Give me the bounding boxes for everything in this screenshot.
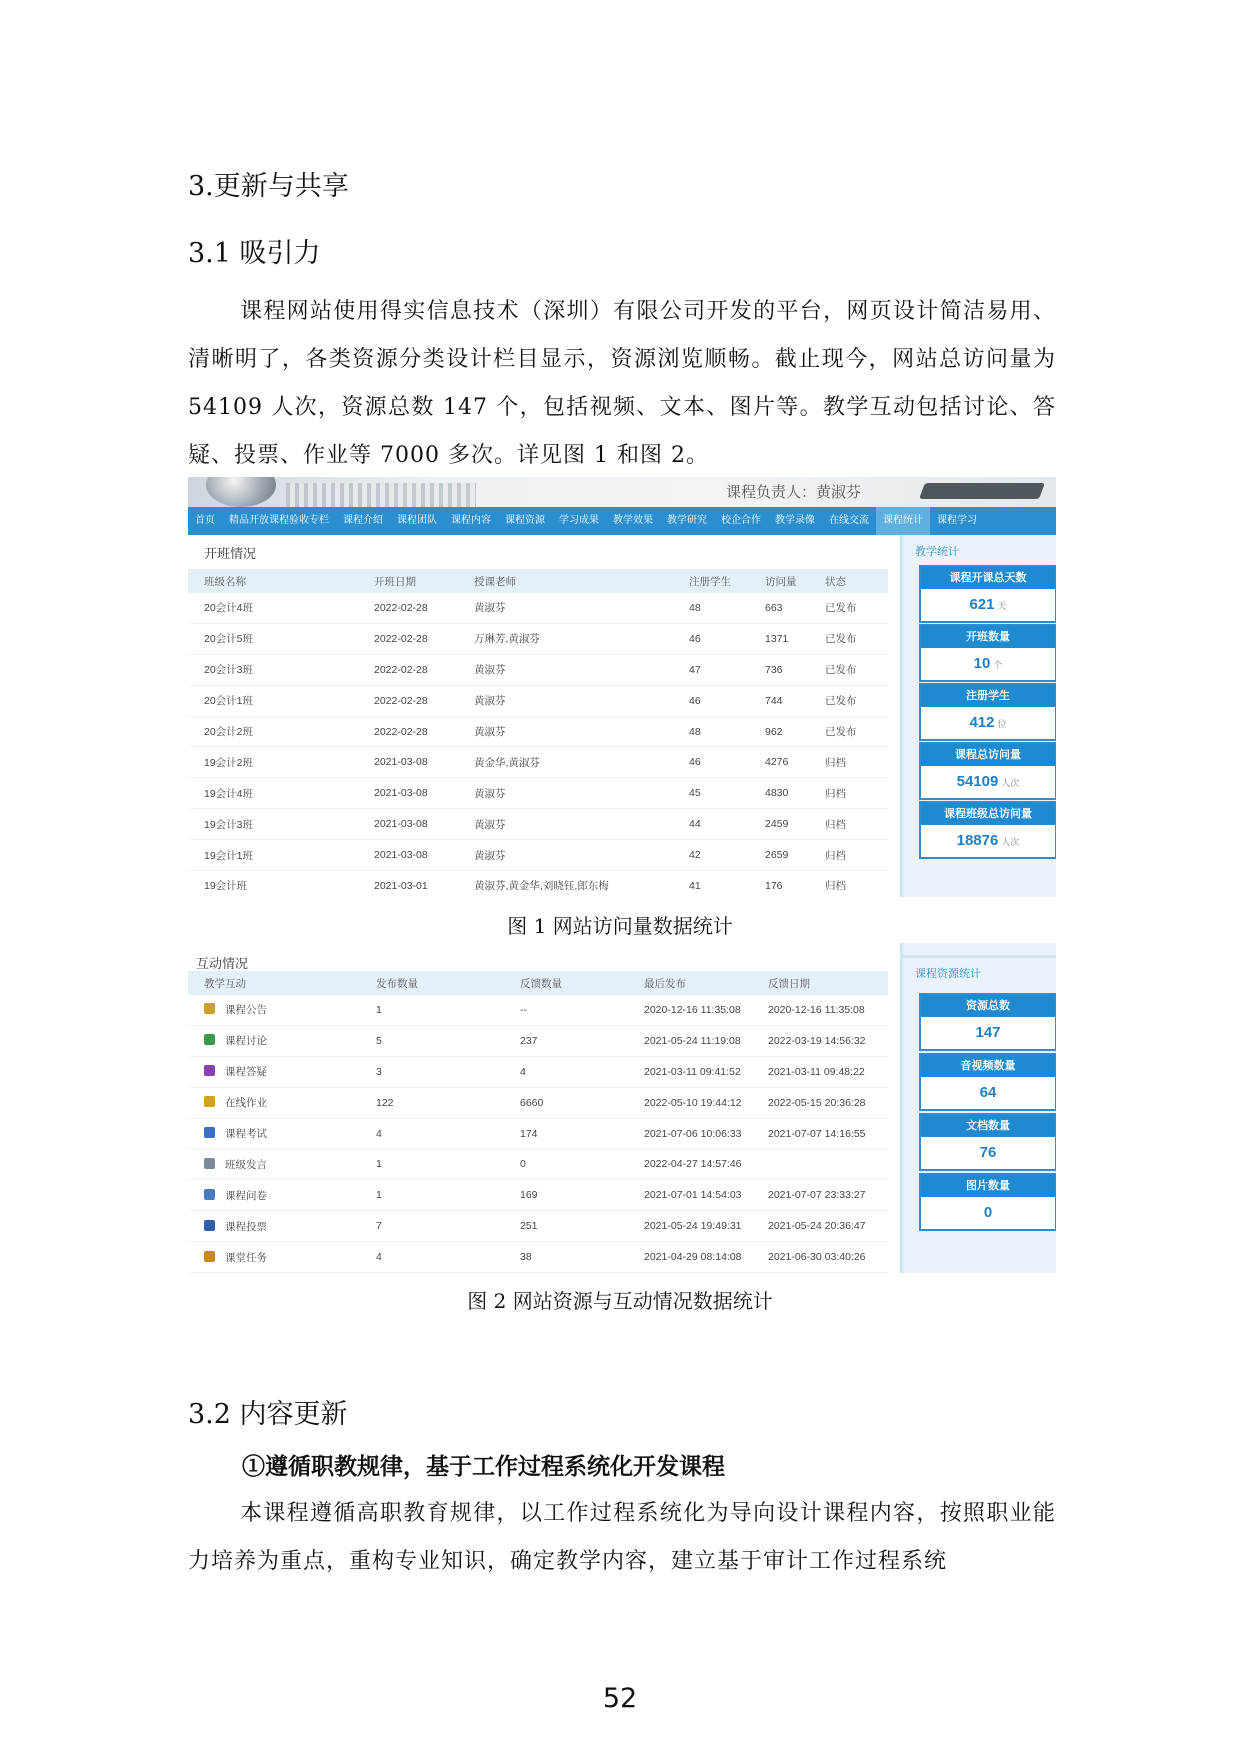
cell-text: 2020-12-16 11:35:08 <box>768 1003 865 1016</box>
cell-text: 169 <box>520 1189 538 1202</box>
table-cell <box>188 1118 360 1149</box>
cell-text: 课程答疑 <box>225 1066 267 1079</box>
table-cell <box>188 1242 360 1273</box>
table-cell: 20会计4班 <box>188 593 358 623</box>
table-cell: 已发布 <box>809 685 888 716</box>
teaching-stats-sidebar <box>900 535 1056 897</box>
nav-item[interactable]: 课程内容 <box>451 515 491 526</box>
table-cell <box>752 1242 888 1273</box>
cell-text: 2022-03-19 14:56:32 <box>768 1034 866 1047</box>
table-row <box>188 871 888 897</box>
table-row <box>188 593 888 623</box>
table-cell <box>628 1056 752 1087</box>
table-cell <box>628 995 752 1025</box>
sidebar-title: 课程资源统计 <box>915 968 981 980</box>
cell-text: 2021-03-11 09:48:22 <box>768 1065 865 1078</box>
table-row <box>188 1242 888 1273</box>
stat-label: 注册学生 <box>921 685 1055 707</box>
table-cell: 663 <box>749 593 809 623</box>
table-header-row <box>188 971 888 995</box>
intro-paragraph <box>188 288 1056 480</box>
figure-1-caption: 图 1 网站访问量数据统计 <box>507 914 733 938</box>
table-cell <box>752 1118 888 1149</box>
stat-value: 147 <box>975 1024 1001 1041</box>
speech-icon <box>204 1158 215 1169</box>
table-cell: 2021-03-01 <box>358 871 458 897</box>
stat-card <box>919 801 1056 859</box>
table-cell <box>188 995 360 1025</box>
table-cell: 962 <box>749 716 809 747</box>
table-row <box>188 1087 888 1118</box>
cell-text: 251 <box>520 1220 538 1233</box>
cell-text: 2021-05-24 19:49:31 <box>644 1220 742 1233</box>
cell-text: 174 <box>520 1127 538 1140</box>
table-cell <box>188 1149 360 1180</box>
table-cell: 176 <box>749 871 809 897</box>
table-cell: 4830 <box>749 778 809 809</box>
nav-item[interactable]: 课程学习 <box>937 515 977 526</box>
cell-text: 课堂任务 <box>225 1251 267 1264</box>
nav-item[interactable]: 教学效果 <box>613 515 653 526</box>
table-cell <box>360 1180 504 1211</box>
table-cell: 黄淑芬,黄金华,刘晓钰,郎东梅 <box>458 871 673 897</box>
cell-text: 1 <box>376 1158 382 1171</box>
site-banner <box>188 477 1056 507</box>
cell-text: 2021-07-06 10:06:33 <box>644 1127 742 1140</box>
cell-text: 2021-04-29 08:14:08 <box>644 1251 742 1264</box>
table-cell: 2659 <box>749 840 809 871</box>
table-cell: 已发布 <box>809 623 888 654</box>
class-table <box>188 569 888 897</box>
cell-text: 课程问卷 <box>225 1189 267 1202</box>
stat-unit: 个 <box>993 660 1003 670</box>
stat-number: 621 <box>969 596 995 613</box>
cell-text: 38 <box>520 1251 532 1264</box>
table-row <box>188 1180 888 1211</box>
table-cell: 744 <box>749 685 809 716</box>
figure-1-screenshot <box>188 477 1056 897</box>
table-cell: 2021-03-08 <box>358 840 458 871</box>
table-cell <box>628 1242 752 1273</box>
table-cell: 44 <box>673 809 749 840</box>
nav-item[interactable]: 精品开放课程验收专栏 <box>229 515 329 526</box>
table-row <box>188 716 888 747</box>
table-cell: 2459 <box>749 809 809 840</box>
table-cell <box>188 1211 360 1242</box>
figure-2-screenshot <box>188 943 1056 1273</box>
table-cell <box>752 1211 888 1242</box>
subsection-heading-attraction: 3.1 吸引力 <box>188 238 321 269</box>
stat-value <box>921 707 1055 739</box>
cell-text: 课程考试 <box>225 1128 267 1140</box>
task-icon <box>204 1251 215 1262</box>
resource-stats-sidebar <box>900 943 1056 1273</box>
cell-text: 课程公告 <box>225 1004 267 1017</box>
table-cell <box>504 1056 628 1087</box>
stat-card <box>919 742 1056 800</box>
table-cell: 黄淑芬 <box>458 716 673 747</box>
column-header: 注册学生 <box>673 569 749 593</box>
stat-label: 音视频数量 <box>921 1055 1055 1077</box>
table-cell <box>628 1149 752 1180</box>
stat-label: 课程班级总访问量 <box>921 803 1055 825</box>
table-cell <box>360 1149 504 1180</box>
table-cell <box>504 1242 628 1273</box>
table-cell: 46 <box>673 685 749 716</box>
cell-text: 2020-12-16 11:35:08 <box>644 1003 741 1016</box>
globe-image <box>206 477 276 507</box>
vote-icon <box>204 1220 215 1231</box>
cell-text: 5 <box>376 1034 382 1047</box>
subsubsection-heading: ①遵循职教规律，基于工作过程系统化开发课程 <box>242 1453 725 1480</box>
table-cell <box>752 1087 888 1118</box>
stat-label: 文档数量 <box>921 1115 1055 1137</box>
stat-unit: 人次 <box>1001 778 1020 788</box>
stat-value <box>921 648 1055 680</box>
cell-text: 2021-06-30 03:40:26 <box>768 1251 866 1264</box>
table-cell <box>188 1180 360 1211</box>
table-cell <box>504 1211 628 1242</box>
nav-item[interactable]: 课程介绍 <box>343 515 383 526</box>
cell-text: 7 <box>376 1220 382 1233</box>
cell-text: 4 <box>376 1127 382 1140</box>
cell-text: 在线作业 <box>225 1097 267 1110</box>
table-cell: 46 <box>673 623 749 654</box>
table-cell: 1371 <box>749 623 809 654</box>
table-cell: 已发布 <box>809 654 888 685</box>
stat-card <box>919 624 1056 682</box>
table-cell: 736 <box>749 654 809 685</box>
table-header-row <box>188 569 888 593</box>
table-cell: 2022-02-28 <box>358 685 458 716</box>
table-row <box>188 1149 888 1180</box>
table-cell: 黄淑芬 <box>458 809 673 840</box>
table-cell <box>504 1087 628 1118</box>
table-cell <box>360 1087 504 1118</box>
table-cell <box>188 1087 360 1118</box>
stat-value: 64 <box>979 1084 997 1101</box>
interaction-table <box>188 971 888 1273</box>
stat-unit: 天 <box>997 601 1007 611</box>
table-cell: 19会计1班 <box>188 840 358 871</box>
table-row <box>188 995 888 1025</box>
table-cell <box>188 1056 360 1087</box>
table-cell: 归档 <box>809 747 888 778</box>
nav-item[interactable]: 在线交流 <box>829 515 869 526</box>
paragraph-text: 课程网站使用得实信息技术（深圳）有限公司开发的平台，网页设计简洁易用、清晰明了，各类资源分类设计栏目显示，资源浏览顺畅。截止现今，网站总访问量为 54109 人次，资源总数 147 个，包括视频、文本、图片等。教学互动包括讨论、答疑、投票、作业等 7000 多次。详见图 1 和图 2。 <box>188 299 1056 468</box>
stat-card <box>919 1173 1056 1231</box>
table-row <box>188 623 888 654</box>
exam-icon <box>204 1127 215 1138</box>
questionnaire-icon <box>204 1189 215 1200</box>
table-cell: 19会计2班 <box>188 747 358 778</box>
table-cell <box>752 995 888 1025</box>
cell-text: 2021-03-11 09:41:52 <box>644 1065 741 1078</box>
cell-text: 课程讨论 <box>225 1035 267 1048</box>
cell-text: 2022-04-27 14:57:46 <box>644 1158 742 1171</box>
table-cell: 归档 <box>809 840 888 871</box>
cell-text: 2021-07-07 14:16:55 <box>768 1127 866 1140</box>
table-cell <box>504 1180 628 1211</box>
table-row <box>188 809 888 840</box>
cell-text: 0 <box>520 1158 526 1171</box>
stat-label: 课程开课总天数 <box>921 567 1055 589</box>
table-cell <box>360 995 504 1025</box>
stat-number: 10 <box>973 655 991 672</box>
table-cell: 万琳芳,黄淑芬 <box>458 623 673 654</box>
table-cell: 48 <box>673 716 749 747</box>
sidebar-divider <box>903 955 1056 958</box>
nav-item[interactable]: 首页 <box>195 515 215 526</box>
table-cell <box>752 1180 888 1211</box>
table-cell: 42 <box>673 840 749 871</box>
table-cell: 已发布 <box>809 593 888 623</box>
table-cell: 19会计3班 <box>188 809 358 840</box>
cell-text: 2021-05-24 11:19:08 <box>644 1034 741 1047</box>
class-panel-title: 开班情况 <box>204 546 257 561</box>
cell-text: 1 <box>376 1003 382 1016</box>
course-lead-label: 课程负责人：黄淑芬 <box>726 484 862 501</box>
table-cell: 20会计2班 <box>188 716 358 747</box>
cell-text: 2022-05-10 19:44:12 <box>644 1096 742 1109</box>
table-cell: 黄淑芬 <box>458 840 673 871</box>
cell-text: 1 <box>376 1189 382 1202</box>
column-header: 最后发布 <box>628 971 752 995</box>
table-cell: 41 <box>673 871 749 897</box>
table-row <box>188 1056 888 1087</box>
building-image <box>286 483 476 507</box>
nav-item[interactable]: 教学录像 <box>775 515 815 526</box>
table-cell: 20会计3班 <box>188 654 358 685</box>
site-nav-bar <box>188 507 1056 535</box>
stat-value <box>921 825 1055 857</box>
device-image <box>919 483 1045 499</box>
column-header: 发布数量 <box>360 971 504 995</box>
column-header: 反馈日期 <box>752 971 888 995</box>
stat-card <box>919 1053 1056 1111</box>
stat-number: 412 <box>969 714 995 731</box>
paragraph-text: 本课程遵循高职教育规律，以工作过程系统化为导向设计课程内容，按照职业能力培养为重点，重构专业知识，确定教学内容，建立基于审计工作过程系统 <box>188 1501 1056 1574</box>
table-cell <box>628 1180 752 1211</box>
table-cell <box>360 1025 504 1056</box>
table-cell <box>752 1149 888 1180</box>
sidebar-title: 教学统计 <box>915 546 959 558</box>
stat-label: 资源总数 <box>921 995 1055 1017</box>
cell-text: 237 <box>520 1034 538 1047</box>
table-cell <box>628 1087 752 1118</box>
column-header: 访问量 <box>749 569 809 593</box>
stat-value: 76 <box>979 1144 997 1161</box>
column-header: 状态 <box>809 569 888 593</box>
table-cell: 45 <box>673 778 749 809</box>
table-cell <box>188 1025 360 1056</box>
table-row <box>188 778 888 809</box>
table-cell: 20会计1班 <box>188 685 358 716</box>
column-header: 班级名称 <box>188 569 358 593</box>
table-cell: 4276 <box>749 747 809 778</box>
cell-text: 6660 <box>520 1096 544 1109</box>
table-cell: 黄淑芬 <box>458 593 673 623</box>
table-cell: 19会计班 <box>188 871 358 897</box>
table-cell: 黄淑芬 <box>458 778 673 809</box>
cell-text: 4 <box>520 1065 526 1078</box>
stat-number: 18876 <box>956 832 999 849</box>
table-row <box>188 747 888 778</box>
table-cell: 48 <box>673 593 749 623</box>
stat-number: 54109 <box>956 773 999 790</box>
cell-text: 122 <box>376 1096 394 1109</box>
stat-card <box>919 565 1056 623</box>
table-cell <box>628 1025 752 1056</box>
interaction-panel-title: 互动情况 <box>196 956 249 971</box>
table-cell: 19会计4班 <box>188 778 358 809</box>
table-cell: 2022-02-28 <box>358 716 458 747</box>
stat-value <box>921 589 1055 621</box>
table-cell: 归档 <box>809 778 888 809</box>
table-cell <box>504 1149 628 1180</box>
section-heading: 3.更新与共享 <box>188 171 349 202</box>
table-row <box>188 1118 888 1149</box>
table-cell: 2021-03-08 <box>358 747 458 778</box>
cell-text: 2021-07-01 14:54:03 <box>644 1189 742 1202</box>
table-row <box>188 685 888 716</box>
cell-text: 2022-05-15 20:36:28 <box>768 1096 866 1109</box>
table-cell: 2022-02-28 <box>358 654 458 685</box>
stat-value: 0 <box>983 1204 993 1221</box>
table-cell: 黄淑芬 <box>458 654 673 685</box>
table-cell: 黄金华,黄淑芬 <box>458 747 673 778</box>
table-cell <box>504 995 628 1025</box>
table-row <box>188 840 888 871</box>
stat-value <box>921 766 1055 798</box>
figure-2-caption: 图 2 网站资源与互动情况数据统计 <box>467 1289 773 1313</box>
table-cell <box>628 1211 752 1242</box>
stat-card <box>919 683 1056 741</box>
nav-item[interactable]: 校企合作 <box>721 515 761 526</box>
table-cell: 47 <box>673 654 749 685</box>
column-header: 教学互动 <box>188 971 360 995</box>
column-header: 授课老师 <box>458 569 673 593</box>
stat-card <box>919 1113 1056 1171</box>
page-number: 52 <box>602 1683 638 1714</box>
cell-text: -- <box>520 1003 527 1016</box>
table-cell: 2022-02-28 <box>358 593 458 623</box>
cell-text: 课程投票 <box>225 1220 267 1233</box>
stat-label: 课程总访问量 <box>921 744 1055 766</box>
table-cell <box>360 1056 504 1087</box>
cell-text: 2021-05-24 20:36:47 <box>768 1220 866 1233</box>
table-cell <box>360 1211 504 1242</box>
column-header: 开班日期 <box>358 569 458 593</box>
pencil-icon <box>204 1096 215 1107</box>
question-icon <box>204 1065 215 1076</box>
stat-unit: 人次 <box>1001 837 1020 847</box>
nav-item[interactable]: 课程团队 <box>397 515 437 526</box>
table-cell: 归档 <box>809 809 888 840</box>
table-cell: 46 <box>673 747 749 778</box>
content-paragraph <box>188 1490 1056 1586</box>
table-row <box>188 1211 888 1242</box>
table-cell: 2021-03-08 <box>358 778 458 809</box>
table-cell <box>504 1025 628 1056</box>
stat-unit: 位 <box>997 719 1007 729</box>
nav-item[interactable]: 学习成果 <box>559 515 599 526</box>
cell-text: 4 <box>376 1251 382 1264</box>
table-cell: 已发布 <box>809 716 888 747</box>
cell-text: 2021-07-07 23:33:27 <box>768 1189 866 1202</box>
announcement-icon <box>204 1003 215 1014</box>
table-row <box>188 1025 888 1056</box>
table-cell <box>628 1118 752 1149</box>
table-cell <box>360 1242 504 1273</box>
stat-label: 图片数量 <box>921 1175 1055 1197</box>
stat-card <box>919 993 1056 1051</box>
cell-text: 班级发言 <box>225 1158 267 1171</box>
nav-item[interactable]: 课程资源 <box>505 515 545 526</box>
table-cell: 黄淑芬 <box>458 685 673 716</box>
column-header: 反馈数量 <box>504 971 628 995</box>
nav-item[interactable]: 教学研究 <box>667 515 707 526</box>
table-cell <box>504 1118 628 1149</box>
stat-label: 开班数量 <box>921 626 1055 648</box>
nav-item[interactable]: 课程统计 <box>876 507 930 535</box>
table-cell: 归档 <box>809 871 888 897</box>
table-cell: 2021-03-08 <box>358 809 458 840</box>
table-cell: 2022-02-28 <box>358 623 458 654</box>
table-row <box>188 654 888 685</box>
discussion-icon <box>204 1034 215 1045</box>
table-cell: 20会计5班 <box>188 623 358 654</box>
table-cell <box>752 1056 888 1087</box>
table-cell <box>360 1118 504 1149</box>
table-cell <box>752 1025 888 1056</box>
cell-text: 3 <box>376 1065 382 1078</box>
subsection-heading-content-update: 3.2 内容更新 <box>188 1399 348 1430</box>
